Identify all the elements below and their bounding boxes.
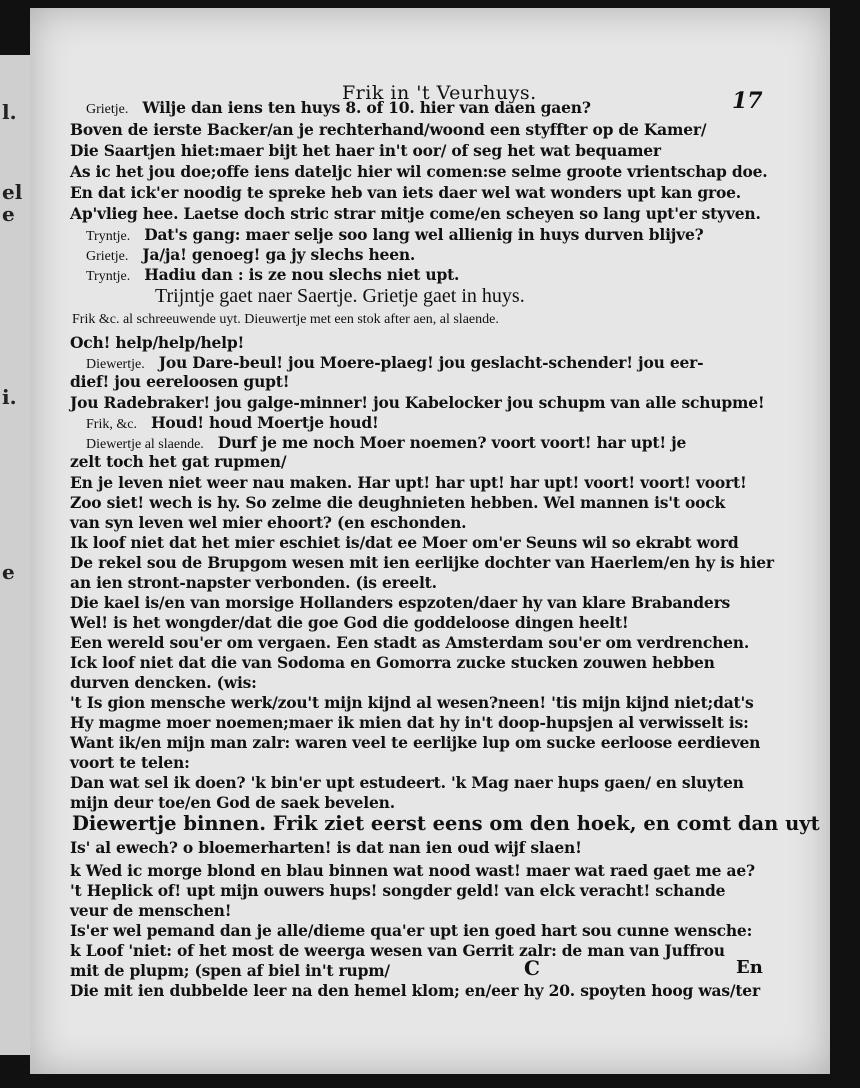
verse-line (70, 333, 244, 353)
verse-line (70, 573, 437, 593)
verse-line (70, 838, 582, 858)
facing-page-fragment: el (2, 180, 23, 204)
catchword: En (736, 957, 763, 978)
line-text: Wilje dan iens ten huys 8. of 10. hier van daen gaen? (142, 98, 591, 117)
line-text: Die kael is/en van morsige Hollanders espzoten/daer hy van klare Brabanders (70, 593, 731, 612)
line-text: En je leven niet weer nau maken. Har upt! har upt! har upt! voort! voort! voort! (70, 473, 747, 492)
verse-line (70, 452, 286, 472)
verse-line (70, 753, 190, 773)
speaker-name: Tryntje. (86, 229, 131, 244)
verse-line (70, 413, 379, 435)
line-text: Wel! is het wongder/dat die goe God die goddeloose dingen heelt! (70, 613, 629, 632)
line-text: Boven de ierste Backer/an je rechterhand/woond een styffter op de Kamer/ (70, 120, 707, 139)
line-text: Dat's gang: maer selje soo lang wel allienig in huys durven blijve? (144, 225, 704, 244)
verse-line (70, 921, 752, 941)
line-text: mit de plupm; (spen af biel in't rupm/ (70, 961, 390, 980)
signature-mark: C (524, 956, 540, 980)
stage-direction-small: Frik &c. al schreeuwende uyt. Dieuwertje met een stok after aen, al slaende. (72, 312, 499, 327)
line-text: 't Is gion mensche werk/zou't mijn kijnd al wesen?neen! 'tis mijn kijnd niet;dat's (70, 693, 754, 712)
speaker-name: Diewertje. (86, 357, 145, 372)
line-text: dief! jou eereloosen gupt! (70, 372, 290, 391)
line-text: Die Saartjen hiet:maer bijt het haer in't oor/ of seg het wat bequamer (70, 141, 661, 160)
verse-line (70, 493, 725, 513)
verse-line (70, 633, 749, 653)
facing-page-fragment: e (2, 560, 15, 584)
speaker-name: Tryntje. (86, 269, 131, 284)
line-text: En dat ick'er noodig te spreke heb van iets daer wel wat wonders upt kan groe. (70, 183, 741, 202)
verse-line (70, 533, 738, 553)
verse-line (70, 713, 749, 733)
line-text: Die mit ien dubbelde leer na den hemel klom; en/eer hy 20. spoyten hoog was/ter (70, 981, 760, 1000)
line-text: Hy magme moer noemen;maer ik mien dat hy in't doop-hupsjen al verwisselt is: (70, 713, 749, 732)
verse-line (70, 773, 744, 793)
verse-line (70, 861, 755, 881)
line-text: As ic het jou doe;offe iens dateljc hier wil comen:se selme groote vrientschap doe. (70, 162, 768, 181)
verse-line (70, 204, 761, 224)
verse-line (70, 245, 415, 267)
line-text: Jou Radebraker! jou galge-minner! jou Kabelocker jou schupm van alle schupme! (70, 393, 765, 412)
verse-line (70, 593, 730, 613)
line-text: Houd! houd Moertje houd! (150, 413, 379, 432)
verse-line (70, 183, 741, 203)
line-text: k Loof 'niet: of het most de weerga wesen van Gerrit zalr: de man van Juffrou (70, 941, 725, 960)
line-text: De rekel sou de Brupgom wesen mit ien eerlijke dochter van Haerlem/en hy is hier (70, 553, 774, 572)
stage-direction: Trijntje gaet naer Saertje. Grietje gaet in huys. (155, 285, 525, 307)
facing-page-fragment: e (2, 202, 15, 226)
line-text: voort te telen: (70, 753, 190, 772)
line-text: Een wereld sou'er om vergaen. Een stadt as Amsterdam sou'er om verdrenchen. (70, 633, 750, 652)
stage-direction: Diewertje binnen. Frik ziet eerst eens om den hoek, en comt dan uyt (72, 811, 820, 835)
speaker-name: Grietje. (86, 249, 129, 264)
speaker-name: Diewertje al slaende. (86, 437, 204, 452)
verse-line (70, 981, 760, 1001)
facing-page-fragment: i. (2, 385, 17, 409)
verse-line (70, 941, 725, 961)
line-text: Is'er wel pemand dan je alle/dieme qua'er upt ien goed hart sou cunne wensche: (70, 921, 753, 940)
page-number: 17 (732, 88, 763, 114)
verse-line (70, 653, 715, 673)
verse-line (70, 961, 390, 981)
verse-line (70, 393, 765, 413)
verse-line (70, 733, 760, 753)
verse-line (70, 162, 767, 182)
facing-page-fragment: l. (2, 100, 17, 124)
verse-line (70, 513, 466, 533)
book-page (30, 8, 830, 1074)
line-text: Ick loof niet dat die van Sodoma en Gomorra zucke stucken zouwen hebben (70, 653, 715, 672)
line-text: Want ik/en mijn man zalr: waren veel te eerlijke lup om sucke eerloose eerdieven (70, 733, 761, 752)
verse-line (70, 673, 257, 693)
speaker-name: Frik, &c. (86, 417, 137, 432)
line-text: 't Heplick of! upt mijn ouwers hups! songder geld! van elck veracht! schande (70, 881, 726, 900)
line-text: k Wed ic morge blond en blau binnen wat nood wast! maer wat raed gaet me ae? (70, 861, 755, 880)
line-text: Dan wat sel ik doen? 'k bin'er upt estudeert. 'k Mag naer hups gaen/ en sluyten (70, 773, 744, 792)
speaker-name: Grietje. (86, 102, 129, 117)
verse-line (70, 793, 395, 813)
verse-line (70, 225, 704, 247)
line-text: durven dencken. (wis: (70, 673, 257, 692)
line-text: mijn deur toe/en God de saek bevelen. (70, 793, 395, 812)
verse-line (70, 473, 747, 493)
verse-line (70, 98, 591, 120)
line-text: Is' al ewech? o bloemerharten! is dat nan ien oud wijf slaen! (70, 838, 582, 857)
line-text: van syn leven wel mier ehoort? (en eschonden. (70, 513, 467, 532)
line-text: Ap'vlieg hee. Laetse doch stric strar mitje come/en scheyen so lang upt'er styven. (70, 204, 761, 223)
line-text: veur de menschen! (70, 901, 232, 920)
verse-line (70, 265, 459, 287)
verse-line (70, 120, 706, 140)
verse-line (70, 372, 289, 392)
verse-line (70, 693, 754, 713)
line-text: zelt toch het gat rupmen/ (70, 452, 287, 471)
line-text: Zoo siet! wech is hy. So zelme die deughnieten hebben. Wel mannen is't oock (70, 493, 726, 512)
line-text: Durf je me noch Moer noemen? voort voort! har upt! je (217, 433, 687, 452)
verse-line (70, 553, 774, 573)
verse-line (70, 141, 661, 161)
line-text: Jou Dare-beul! jou Moere-plaeg! jou geslacht-schender! jou eer- (158, 353, 704, 372)
verse-line (70, 881, 725, 901)
verse-line (70, 901, 231, 921)
line-text: an ien stront-napster verbonden. (is ereelt. (70, 573, 437, 592)
line-text: Och! help/help/help! (70, 333, 245, 352)
running-header: Frik in 't Veurhuys. (342, 82, 537, 104)
line-text: Ik loof niet dat het mier eschiet is/dat ee Moer om'er Seuns wil so ekrabt word (70, 533, 739, 552)
line-text: Ja/ja! genoeg! ga jy slechs heen. (142, 245, 416, 264)
line-text: Hadiu dan : is ze nou slechs niet upt. (144, 265, 460, 284)
verse-line (70, 613, 628, 633)
